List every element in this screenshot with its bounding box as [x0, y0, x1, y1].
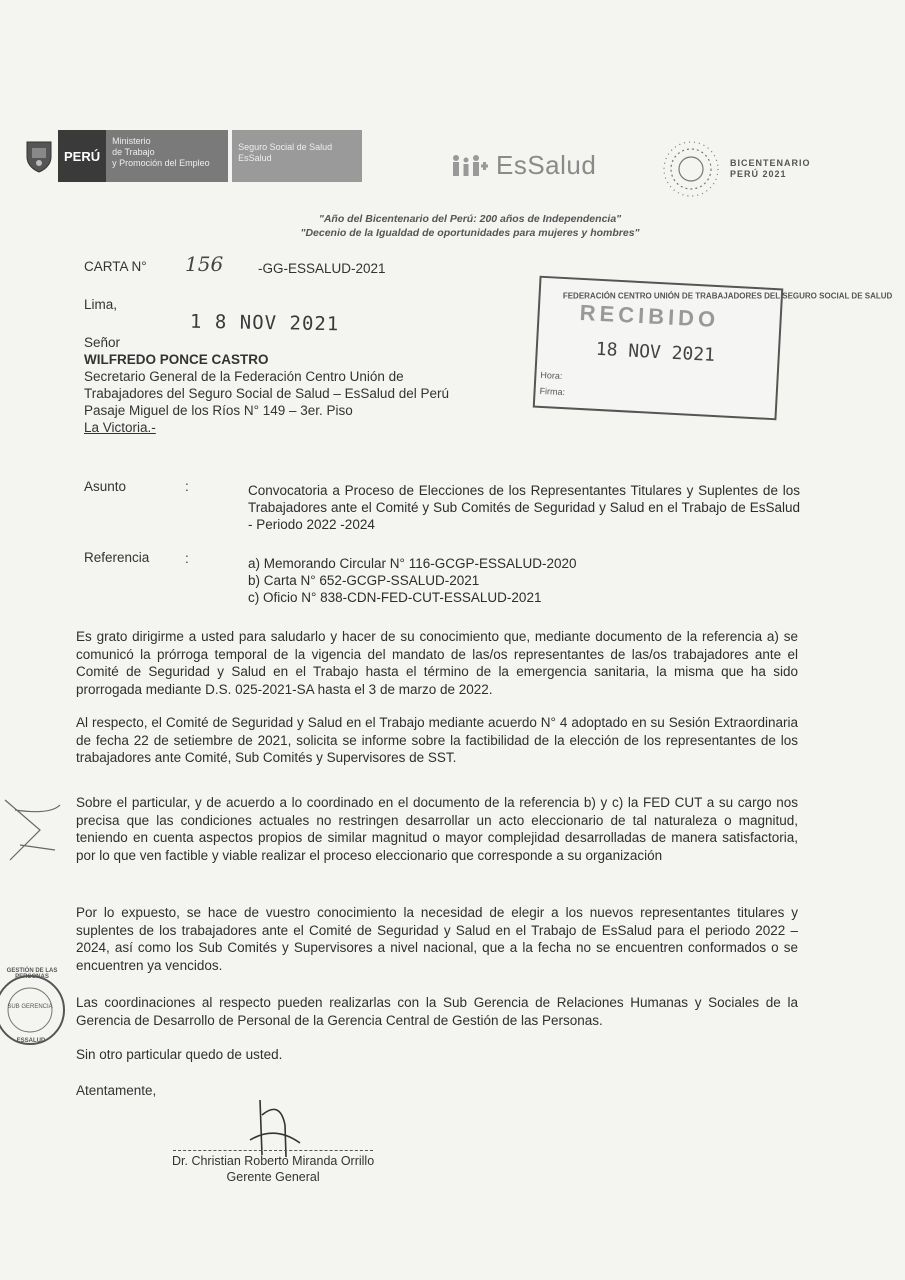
- recipient-name: WILFREDO PONCE CASTRO: [84, 352, 269, 367]
- recipient-block: [84, 334, 449, 436]
- signer-name: Dr. Christian Roberto Miranda Orrillo: [172, 1154, 375, 1168]
- stamp-org: FEDERACIÓN CENTRO UNIÓN DE TRABAJADORES DEL SEGURO SOCIAL DE SALUD: [562, 291, 893, 301]
- salutation: Señor: [84, 335, 121, 350]
- recipient-city: La Victoria.-: [84, 420, 156, 435]
- asunto-label: Asunto: [84, 479, 127, 494]
- essalud-logo: [450, 150, 596, 181]
- letter-date-stamp: 1 8 NOV 2021: [189, 310, 340, 336]
- carta-suffix: -GG-ESSALUD-2021: [258, 261, 386, 276]
- bicentenario-sun-icon: [660, 138, 722, 200]
- asunto-colon: :: [185, 479, 189, 494]
- sub-entity-label: Seguro Social de Salud EsSalud: [232, 130, 362, 182]
- stamp-hora: Hora:: [540, 369, 563, 382]
- referencia-colon: :: [185, 551, 189, 566]
- stamp-date: 18 NOV 2021: [595, 338, 716, 366]
- received-stamp: [533, 276, 893, 421]
- recipient-line: Secretario General de la Federación Centro Unión de: [84, 369, 404, 384]
- stamp-firma: Firma:: [539, 385, 566, 398]
- peru-label: PERÚ: [58, 130, 106, 182]
- signature-block: [172, 1150, 374, 1185]
- stamp-received-label: RECIBIDO: [579, 299, 720, 333]
- recipient-line: Pasaje Miguel de los Ríos N° 149 – 3er. Piso: [84, 403, 353, 418]
- referencia-item: a) Memorando Circular N° 116-GCGP-ESSALUD-2020: [248, 556, 577, 571]
- bicentenario-text: BICENTENARIO PERÚ 2021: [730, 158, 811, 179]
- closing: Atentamente,: [76, 1083, 157, 1098]
- referencia-item: c) Oficio N° 838-CDN-FED-CUT-ESSALUD-2021: [248, 590, 542, 605]
- body-paragraph: Por lo expuesto, se hace de vuestro conocimiento la necesidad de elegir a los nuevos representantes titulares y suplentes de los trabajadores ante el Comité de Seguridad y Salud en el Trabajo de EsSalud para el periodo 2022 – 2024, así como los Sub Comités y Supervisores a nivel nacional, que a la fecha no se encuentren conformados o se encuentren ya vencidos.: [76, 905, 798, 973]
- seal-text-top: GESTIÓN DE LAS PERSONAS: [6, 968, 58, 980]
- carta-number: 156: [185, 252, 224, 276]
- recipient-line: Trabajadores del Seguro Social de Salud – EsSalud del Perú: [84, 386, 449, 401]
- carta-label: CARTA N°: [84, 259, 147, 274]
- bicentenario-logo: [660, 138, 811, 200]
- seal-text-mid: SUB GERENCIA: [7, 1004, 53, 1010]
- essalud-logo-text: EsSalud: [496, 150, 597, 180]
- letter-city: Lima,: [84, 297, 118, 312]
- body-paragraph: Es grato dirigirme a usted para saludarlo y hacer de su conocimiento que, mediante documento de la referencia a) se comunicó la prórroga temporal de la vigencia del mandato de las/os representantes de las/os trabajadores ante el Comité de Seguridad y Salud en el Trabajo hasta el término de la emergencia sanitaria, la misma que ha sido prorrogada mediante D.S. 025-2021-SA hasta el 3 de marzo de 2022.: [76, 629, 798, 697]
- body-paragraph: Las coordinaciones al respecto pueden realizarlas con la Sub Gerencia de Relaciones Humanas y Sociales de la Gerencia de Desarrollo de Personal de la Gerencia Central de Gestión de las Personas.: [76, 995, 798, 1028]
- essalud-family-icon: [450, 152, 490, 180]
- mintra-logo-block: [20, 130, 385, 182]
- asunto-text: Convocatoria a Proceso de Elecciones de los Representantes Titulares y Suplentes de los Trabajadores ante el Comité y Sub Comités de Seguridad y Salud en el Trabajo de EsSalud - Periodo 2022 -2024: [248, 483, 800, 532]
- margin-initials-mark: [0, 790, 70, 870]
- gestion-personas-seal: [0, 962, 72, 1067]
- body-paragraph: Sobre el particular, y de acuerdo a lo coordinado en el documento de la referencia b) y c) la FED CUT a su cargo nos precisa que las condiciones actuales no restringen desarrollar un acto eleccionario de tal naturaleza o magnitud, teniendo en cuenta aspectos propios de similar magnitud o mayor complejidad desarrolladas de manera satisfactoria, por lo que ven factible y viable realizar el proceso eleccionario que corresponde a su organización: [76, 795, 798, 863]
- peru-shield-icon: [20, 130, 58, 182]
- body-paragraph: Al respecto, el Comité de Seguridad y Salud en el Trabajo mediante acuerdo N° 4 adoptado en su Sesión Extraordinaria de fecha 22 de setiembre de 2021, solicita se informe sobre la factibilidad de la elección de los representantes de los trabajadores ante Comité, Sub Comités y Supervisores de SST.: [76, 715, 798, 765]
- signature-line: [173, 1150, 373, 1151]
- seal-text-bottom: ESSALUD: [16, 1038, 46, 1044]
- signer-title: Gerente General: [226, 1170, 320, 1184]
- body-paragraph: Sin otro particular quedo de usted.: [76, 1047, 283, 1062]
- ministry-label: Ministerio de Trabajo y Promoción del Empleo: [106, 130, 228, 182]
- referencia-list: [248, 555, 577, 606]
- referencia-label: Referencia: [84, 550, 150, 565]
- referencia-item: b) Carta N° 652-GCGP-SSALUD-2021: [248, 573, 480, 588]
- year-motto: "Año del Bicentenario del Perú: 200 años de Independencia" "Decenio de la Igualdad de oportunidades para mujeres y hombres": [300, 213, 640, 239]
